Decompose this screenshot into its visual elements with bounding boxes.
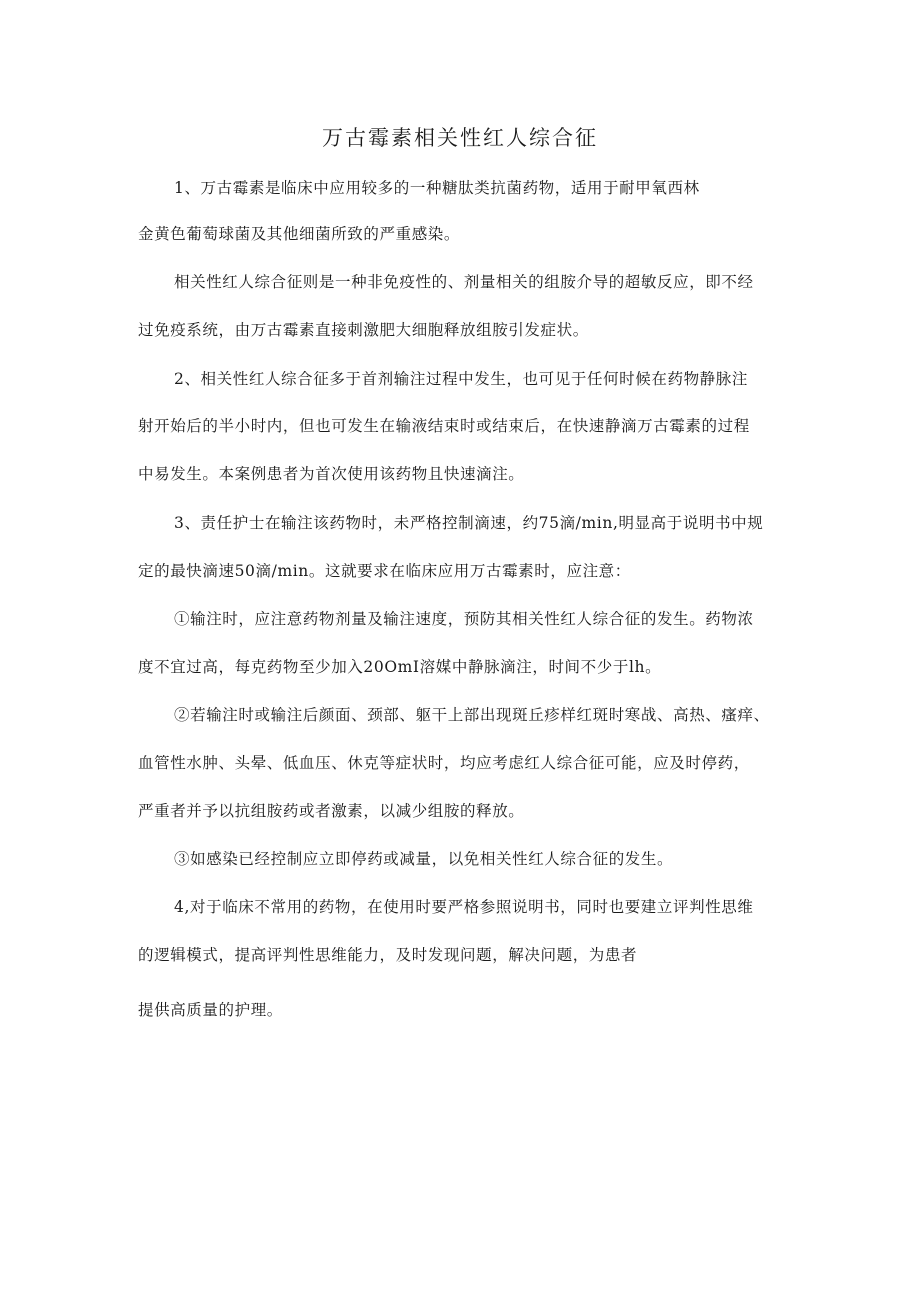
document-title: 万古霉素相关性红人综合征 bbox=[322, 126, 598, 150]
paragraph-3-line-3: 中易发生。本案例患者为首次使用该药物且快速滴注。 bbox=[138, 465, 525, 483]
paragraph-6-line-1: ②若输注时或输注后颜面、颈部、躯干上部出现斑丘疹样红斑时寒战、高热、瘙痒、 bbox=[174, 706, 770, 724]
paragraph-3-line-2: 射开始后的半小时内，但也可发生在输液结束时或结束后，在快速静滴万古霉素的过程 bbox=[138, 417, 750, 435]
paragraph-1-line-2: 金黄色葡萄球菌及其他细菌所致的严重感染。 bbox=[138, 225, 461, 243]
paragraph-8-line-3: 提供高质量的护理。 bbox=[138, 1001, 283, 1019]
paragraph-5-line-2: 度不宜过高，每克药物至少加入20OmI溶媒中静脉滴注，时间不少于lh。 bbox=[138, 658, 662, 676]
paragraph-8-line-2: 的逻辑模式，提高评判性思维能力，及时发现问题，解决问题，为患者 bbox=[138, 946, 638, 964]
paragraph-6-line-2: 血管性水肿、头晕、低血压、休克等症状时，均应考虑红人综合征可能，应及时停药， bbox=[138, 754, 750, 772]
paragraph-6-line-3: 严重者并予以抗组胺药或者激素，以减少组胺的释放。 bbox=[138, 802, 525, 820]
paragraph-3-line-1: 2、相关性红人综合征多于首剂输注过程中发生，也可见于任何时候在药物静脉注 bbox=[174, 370, 748, 388]
paragraph-2-line-1: 相关性红人综合征则是一种非免疫性的、剂量相关的组胺介导的超敏反应，即不经 bbox=[174, 273, 754, 291]
paragraph-7-line-1: ③如感染已经控制应立即停药或减量，以免相关性红人综合征的发生。 bbox=[174, 850, 674, 868]
paragraph-5-line-1: ①输注时，应注意药物剂量及输注速度，预防其相关性红人综合征的发生。药物浓 bbox=[174, 610, 754, 628]
paragraph-2-line-2: 过免疫系统，由万古霉素直接刺激肥大细胞释放组胺引发症状。 bbox=[138, 321, 589, 339]
paragraph-1-line-1: 1、万古霉素是临床中应用较多的一种糖肽类抗菌药物，适用于耐甲氧西林 bbox=[174, 179, 700, 197]
paragraph-4-line-2: 定的最快滴速50滴/min。这就要求在临床应用万古霉素时，应注意： bbox=[138, 562, 631, 580]
paragraph-4-line-1: 3、责任护士在输注该药物时，未严格控制滴速，约75滴/min,明显高于说明书中规 bbox=[174, 514, 764, 532]
paragraph-8-line-1: 4,对于临床不常用的药物，在使用时要严格参照说明书，同时也要建立评判性思维 bbox=[174, 898, 754, 916]
